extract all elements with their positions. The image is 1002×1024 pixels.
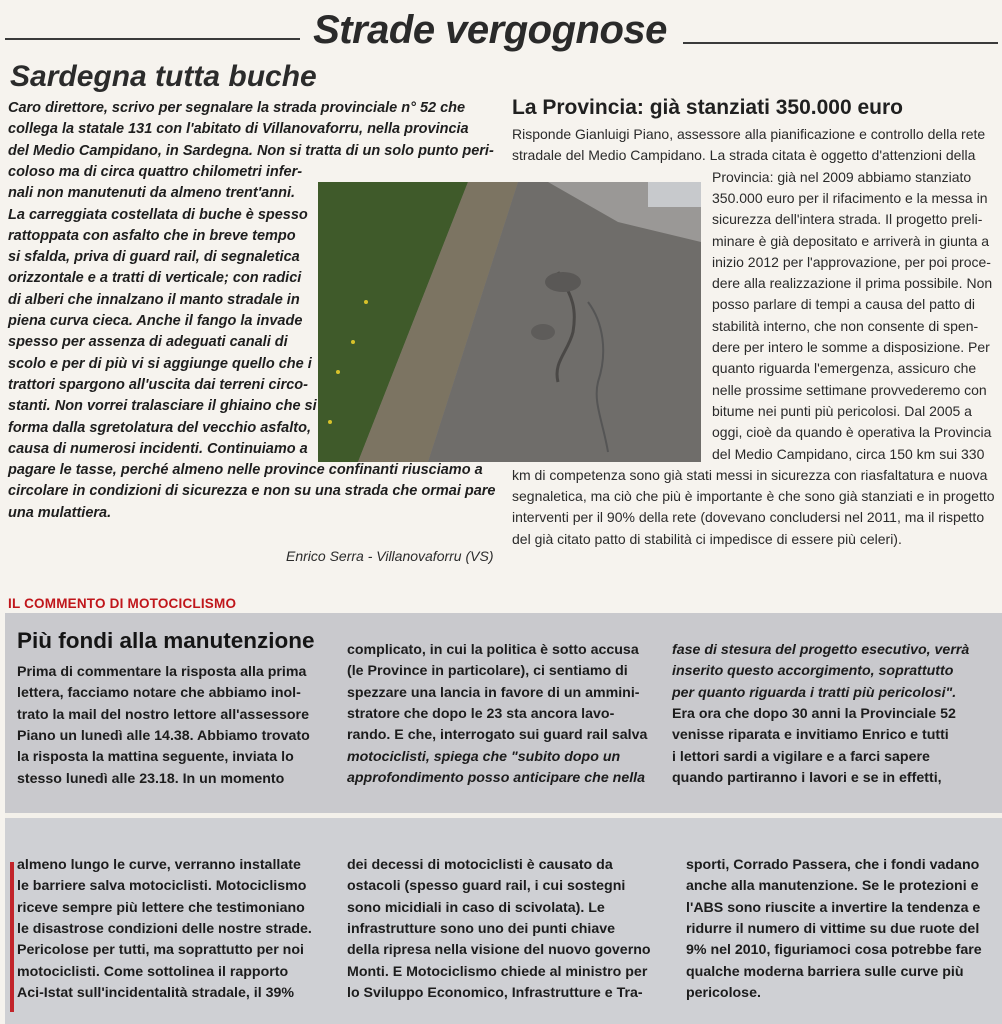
letter-line: piena curva cieca. Anche il fango la invade [8, 313, 303, 329]
response-line: 350.000 euro per il rifacimento e la messa in [712, 189, 988, 206]
letter-line: scolo e per di più vi si aggiunge quello che i [8, 355, 312, 372]
comment-line: della ripresa nella visione del nuovo governo [347, 942, 651, 959]
letter-line: collega la statale 131 con l'abitato di Villanovaforru, nella provincia [8, 121, 469, 138]
comment-line: Prima di commentare la risposta alla prima [17, 664, 307, 680]
comment-line: complicato, in cui la politica è sotto accusa [347, 642, 639, 658]
response-line: interventi per il 90% della rete (dovevano concludersi nel 2011, ma il rispetto [512, 509, 985, 526]
letter-line: spesso per assenza di adeguati canali di [8, 334, 288, 351]
comment-line: motociclisti, spiega che "subito dopo un [347, 748, 621, 765]
comment-line: inserito questo accorgimento, soprattutto [672, 663, 954, 680]
letter-line: Caro direttore, scrivo per segnalare la strada provinciale n° 52 che [8, 100, 466, 116]
comment-line: approfondimento posso anticipare che nella [347, 769, 645, 786]
road-photo [318, 182, 701, 462]
header-rule-right [683, 42, 998, 44]
comment-section-label: IL COMMENTO DI MOTOCICLISMO [8, 596, 237, 611]
letter-line: forma dalla sgretolatura del vecchio asfalto, [8, 419, 311, 436]
letter-line: rattoppata con asfalto che in breve tempo [8, 227, 296, 244]
response-line: nelle prossime settimane provvederemo con [712, 381, 987, 398]
comment-line: Pericolose per tutti, ma soprattutto per noi [17, 942, 304, 959]
letter-signature: Enrico Serra - Villanovaforru (VS) [286, 548, 494, 564]
comment-line: riceve sempre più lettere che testimoniano [17, 899, 305, 916]
comment-line: Piano un lunedì alle 14.38. Abbiamo trovato [17, 727, 310, 744]
response-line: bitume nei punti più pericolosi. Dal 2005 a [712, 402, 972, 419]
comment-line: Era ora che dopo 30 anni la Provinciale 52 [672, 705, 956, 722]
comment-line: per quanto riguarda i tratti più pericolosi". [672, 684, 957, 701]
response-line: inizio 2012 per l'approvazione, per poi proce- [712, 253, 991, 270]
comment-line: lettera, facciamo notare che abbiamo inol- [17, 685, 301, 702]
comment-line: ridurre il numero di vittime su due ruote del [686, 920, 980, 937]
comment-line: le barriere salva motociclisti. Motociclismo [17, 878, 307, 895]
letter-line: si sfalda, priva di guard rail, di segnaletica [8, 249, 300, 266]
comment-line: pericolose. [686, 984, 761, 1001]
response-line: dere per intero le somme a disposizione. Per [712, 339, 990, 355]
letter-line: stanti. Non vorrei tralasciare il ghiaino che si [8, 398, 317, 415]
letter-line: orizzontale e a tratti di verticale; con radici [8, 270, 302, 287]
comment-line: sono micidiali in caso di scivolata). Le [347, 899, 605, 916]
response-line: stradale del Medio Campidano. La strada citata è oggetto d'attenzioni della [512, 147, 976, 164]
comment-line: rando. E che, interrogato sui guard rail salva [347, 727, 648, 744]
comment-line: spezzare una lancia in favore di un ammini- [347, 684, 640, 701]
letter-line: del Medio Campidano, in Sardegna. Non si tratta di un solo punto peri- [8, 142, 494, 159]
comment-line: motociclisti. Come sottolinea il rapporto [17, 963, 289, 980]
comment-line: i lettori sardi a vigilare e a farci sapere [672, 748, 930, 765]
response-line: sicurezza dell'intera strada. Il progetto preli- [712, 211, 983, 228]
comment-line: stratore che dopo le 23 sta ancora lavo- [347, 705, 615, 722]
letter-line: La carreggiata costellata di buche è spesso [8, 206, 308, 223]
response-line: Risponde Gianluigi Piano, assessore alla pianificazione e controllo della rete [512, 126, 986, 142]
letter-line: causa di numerosi incidenti. Continuiamo a [8, 440, 308, 457]
comment-line: Monti. E Motociclismo chiede al ministro per [347, 963, 648, 980]
letter-line: coloso ma di circa quattro chilometri infer- [8, 163, 303, 180]
response-line: quanto riguarda l'emergenza, assicuro che [712, 360, 977, 377]
response-line: segnaletica, ma ciò che più è importante è che sono già stanziati e in progetto [512, 488, 995, 505]
response-title: La Provincia: già stanziati 350.000 euro [512, 96, 903, 119]
response-line: Provincia: già nel 2009 abbiamo stanziato [712, 168, 972, 185]
comment-line: fase di stesura del progetto esecutivo, verrà [672, 642, 970, 658]
comment-line: (le Province in particolare), ci sentiamo di [347, 663, 628, 680]
response-line: del Medio Campidano, circa 150 km sui 330 [712, 445, 985, 462]
comment-line: quando partiranno i lavori e se in effetti, [672, 769, 942, 786]
comment-line: sporti, Corrado Passera, che i fondi vadano [686, 857, 980, 873]
letter-line: circolare in condizioni di sicurezza e non su una strada che ormai pare [8, 483, 496, 500]
comment-line: trato la mail del nostro lettore all'assessore [17, 706, 309, 723]
comment-line: almeno lungo le curve, verranno installate [17, 857, 301, 873]
response-line: posso parlare di tempi a causa del patto di [712, 296, 976, 313]
comment-line: Aci-Istat sull'incidentalità stradale, il 39% [17, 984, 294, 1001]
letter-line: nali non manutenuti da almeno trent'anni. [8, 185, 296, 202]
comment-line: la risposta la mattina seguente, inviata lo [17, 749, 294, 766]
letter-line: trattori spargono all'uscita dai terreni circo- [8, 376, 308, 393]
response-line: del già citato patto di stabilità ci impedisce di essere più celeri). [512, 530, 902, 547]
comment-line: ostacoli (spesso guard rail, i cui sostegni [347, 878, 626, 895]
comment-line: qualche moderna barriera sulle curve più [686, 963, 964, 980]
letter-line: pagare le tasse, perché almeno nelle province confinanti riusciamo a [8, 462, 483, 479]
response-line: dere alla realizzazione il prima possibile. Non [712, 275, 993, 292]
letter-line: una mulattiera. [8, 504, 112, 521]
comment-line: lo Sviluppo Economico, Infrastrutture e Tra- [347, 984, 643, 1001]
comment-title: Più fondi alla manutenzione [17, 628, 315, 653]
response-line: stabilità interno, che non consente di spen- [712, 317, 979, 334]
comment-line: le disastrose condizioni delle nostre strade. [17, 920, 312, 937]
response-line: km di competenza sono già stati messi in sicurezza con riasfaltatura e nuova [512, 466, 988, 483]
comment-line: venisse riparata e invitiamo Enrico e tutti [672, 727, 949, 744]
comment-line: infrastrutture sono uno dei punti chiave [347, 920, 616, 937]
comment-line: dei decessi di motociclisti è causato da [347, 857, 613, 873]
comment-line: stesso lunedì alle 23.18. In un momento [17, 770, 285, 787]
comment-line: anche alla manutenzione. Se le protezioni e [686, 878, 979, 895]
response-line: minare è già depositato e arriverà in giunta a [712, 232, 990, 249]
comment-line: 9% nel 2010, figuriamoci cosa potrebbe fare [686, 942, 982, 959]
header-rule-left [5, 38, 300, 40]
comment-line: l'ABS sono riuscite a invertire la tendenza e [686, 899, 981, 916]
red-edge-mark [10, 862, 14, 1012]
letter-title: Sardegna tutta buche [10, 60, 317, 93]
page-title: Strade vergognose [313, 8, 667, 52]
response-line: oggi, cioè da quando è operativa la Provincia [712, 424, 992, 441]
letter-line: di alberi che innalzano il manto stradale in [8, 291, 300, 308]
